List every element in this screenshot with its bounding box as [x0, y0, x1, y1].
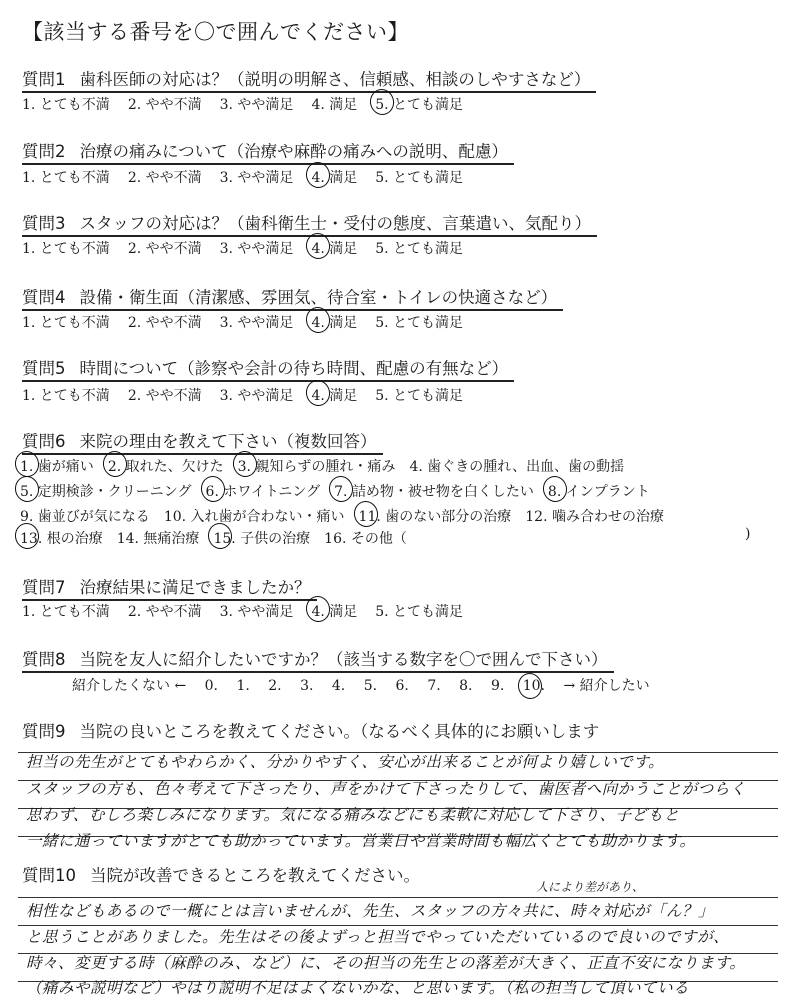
q4-option-5[interactable]: 5. とても満足: [375, 315, 464, 331]
q2-options: [22, 167, 481, 187]
q10-answer-line-2: と思うことがありました。先生はその後よずっと担当でやっていただいているので良いのですが、: [26, 928, 730, 946]
q9-answer-line-2: スタッフの方も、色々考えて下さったり、声をかけて下さったりして、歯医者へ向かうことがつらく: [26, 780, 746, 798]
q1-option-4[interactable]: 4. 満足: [311, 97, 358, 113]
reason-option[interactable]: 16. その他（: [324, 531, 407, 547]
scale-value-1[interactable]: 1.: [236, 678, 250, 694]
question-text: 当院が改善できるところを教えてください。: [90, 866, 420, 885]
ruled-line: [18, 725, 778, 753]
scale-value-10[interactable]: 10.: [522, 678, 546, 694]
question-number: 質問4: [22, 288, 66, 307]
question-number: 質問5: [22, 359, 66, 378]
q1-option-3[interactable]: 3. やや満足: [219, 97, 294, 113]
reason-option[interactable]: 9. 歯並びが気になる: [20, 509, 150, 525]
question-number: 質問7: [22, 578, 66, 597]
question-text: 治療結果に満足できましたか？: [79, 578, 311, 597]
reason-option[interactable]: 14. 無痛治療: [116, 531, 200, 547]
q10-answer-line-4: （痛みや説明など）やはり説明不足はよくないかな、と思います。（私の担当して頂いている: [26, 979, 690, 997]
q5-option-1[interactable]: 1. とても不満: [22, 388, 110, 404]
scale-value-4[interactable]: 4.: [331, 678, 346, 694]
question-number: 質問3: [22, 214, 66, 233]
question-number: 質問9: [22, 722, 66, 741]
scale-value-8[interactable]: 8.: [459, 678, 473, 694]
question-text: 当院の良いところを教えてください。（なるべく具体的にお願いします: [79, 722, 600, 741]
q3-option-3[interactable]: 3. やや満足: [219, 241, 294, 257]
q5-options: [22, 385, 481, 405]
question-number: 質問6: [22, 432, 66, 451]
question-text: 設備・衛生面（清潔感、雰囲気、待合室・トイレの快適さなど）: [79, 288, 558, 307]
reason-option[interactable]: 7. 詰め物・被せ物を白くしたい: [334, 481, 534, 501]
question-7: [22, 574, 317, 601]
reason-option[interactable]: 13. 根の治療: [20, 528, 103, 548]
scale-value-9[interactable]: 9.: [490, 678, 505, 694]
q10-answer-line-1: 相性などもあるので一概にとは言いませんが、先生、スタッフの方々共に、時々対応が「ん？」: [26, 902, 715, 920]
q7-options: [22, 601, 481, 621]
reason-option[interactable]: 11. 歯のない部分の治療: [359, 506, 512, 526]
scale-value-3[interactable]: 3.: [300, 678, 314, 694]
q2-option-1[interactable]: 1. とても不満: [22, 170, 110, 186]
q4-option-3[interactable]: 3. やや満足: [219, 315, 294, 331]
q1-option-2[interactable]: 2. やや不満: [127, 97, 202, 113]
reason-option[interactable]: 10. 入れ歯が合わない・痛い: [163, 509, 345, 525]
question-text: 時間について（診察や会計の待ち時間、配慮の有無など）: [79, 359, 509, 378]
q6-reasons-row-4: [20, 528, 421, 548]
q6-reasons-row-3: [20, 506, 678, 526]
q3-option-1[interactable]: 1. とても不満: [22, 241, 110, 257]
q5-option-4[interactable]: 4. 満足: [311, 385, 357, 405]
q1-options: [22, 94, 481, 114]
question-3: [22, 210, 597, 237]
instruction-heading: 【該当する番号を〇で囲んでください】: [22, 20, 409, 44]
scale-value-0[interactable]: 0.: [204, 678, 218, 694]
question-number: 質問8: [22, 650, 66, 669]
question-number: 質問10: [22, 866, 76, 885]
question-8: [22, 646, 614, 673]
scale-right-label: → 紹介したい: [563, 678, 650, 694]
q4-option-2[interactable]: 2. やや不満: [127, 315, 202, 331]
question-number: 質問1: [22, 70, 66, 89]
reason-option[interactable]: 12. 噛み合わせの治療: [525, 509, 664, 525]
q6-reasons-row-1: [20, 456, 638, 476]
ruled-line: [18, 870, 778, 898]
q3-option-4[interactable]: 4. 満足: [311, 238, 357, 258]
reason-option[interactable]: 2. 取れた、欠けた: [108, 456, 224, 476]
question-4: [22, 284, 563, 311]
q2-option-2[interactable]: 2. やや不満: [127, 170, 202, 186]
q1-option-1[interactable]: 1. とても不満: [22, 97, 110, 113]
reason-option[interactable]: 4. 歯ぐきの腫れ、出血、歯の動揺: [409, 459, 625, 475]
reason-option[interactable]: 5. 定期検診・クリーニング: [20, 481, 192, 501]
question-6: [22, 428, 383, 455]
q5-option-3[interactable]: 3. やや満足: [219, 388, 294, 404]
reason-option[interactable]: 8. インプラント: [548, 481, 650, 501]
q7-option-3[interactable]: 3. やや満足: [219, 604, 294, 620]
q1-option-5[interactable]: 5. とても満足: [375, 94, 463, 114]
question-1: [22, 66, 596, 93]
question-text: 歯科医師の対応は？（説明の明解さ、信頼感、相談のしやすさなど）: [79, 70, 591, 89]
question-2: [22, 138, 514, 165]
q7-option-1[interactable]: 1. とても不満: [22, 604, 110, 620]
q9-answer-line-4: 一緒に通っていますがとても助かっています。営業日や営業時間も幅広くとても助かります。: [26, 832, 696, 850]
q7-option-5[interactable]: 5. とても満足: [375, 604, 464, 620]
question-text: スタッフの対応は？（歯科衛生士・受付の態度、言葉遣い、気配り）: [79, 214, 591, 233]
scale-value-2[interactable]: 2.: [268, 678, 282, 694]
q4-option-4[interactable]: 4. 満足: [311, 312, 357, 332]
q7-option-4[interactable]: 4. 満足: [311, 601, 357, 621]
q5-option-5[interactable]: 5. とても満足: [375, 388, 464, 404]
q2-option-4[interactable]: 4. 満足: [311, 167, 357, 187]
reason-option[interactable]: 3. 親知らずの腫れ・痛み: [238, 456, 396, 476]
question-text: 来院の理由を教えて下さい（複数回答）: [79, 432, 377, 451]
q3-options: [22, 238, 481, 258]
scale-value-6[interactable]: 6.: [395, 678, 409, 694]
q3-option-2[interactable]: 2. やや不満: [127, 241, 202, 257]
q6-reasons-row-2: [20, 481, 664, 501]
q10-answer-line-3: 時々、変更する時（麻酔のみ、など）に、その担当の先生との落差が大きく、正直不安になります。: [26, 954, 746, 972]
q4-option-1[interactable]: 1. とても不満: [22, 315, 110, 331]
scale-value-7[interactable]: 7.: [427, 678, 441, 694]
other-close-paren: ): [745, 526, 751, 542]
q2-option-5[interactable]: 5. とても満足: [375, 170, 464, 186]
question-text: 当院を友人に紹介したいですか？（該当する数字を〇で囲んで下さい）: [79, 650, 608, 669]
question-number: 質問2: [22, 142, 66, 161]
q7-option-2[interactable]: 2. やや不満: [127, 604, 202, 620]
q10-inserted-note: 人により差があり、: [536, 880, 645, 894]
reason-option[interactable]: 6. ホワイトニング: [206, 481, 321, 501]
question-text: 治療の痛みについて（治療や麻酔の痛みへの説明、配慮）: [79, 142, 508, 161]
question-5: [22, 355, 514, 382]
reason-option[interactable]: 1. 歯が痛い: [20, 456, 94, 476]
q9-answer-line-1: 担当の先生がとてもやわらかく、分かりやすく、安心が出来ることが何より嬉しいです。: [26, 753, 665, 771]
q9-answer-line-3: 思わず、むしろ楽しみになります。気になる痛みなどにも柔軟に対応して下さり、子どもと: [26, 806, 680, 824]
q2-option-3[interactable]: 3. やや満足: [219, 170, 294, 186]
referral-scale: [72, 675, 664, 695]
scale-value-5[interactable]: 5.: [363, 678, 378, 694]
q5-option-2[interactable]: 2. やや不満: [127, 388, 202, 404]
scale-left-label: 紹介したくない ←: [72, 678, 187, 694]
reason-option[interactable]: 15. 子供の治療: [213, 528, 310, 548]
q4-options: [22, 312, 481, 332]
q3-option-5[interactable]: 5. とても満足: [375, 241, 464, 257]
